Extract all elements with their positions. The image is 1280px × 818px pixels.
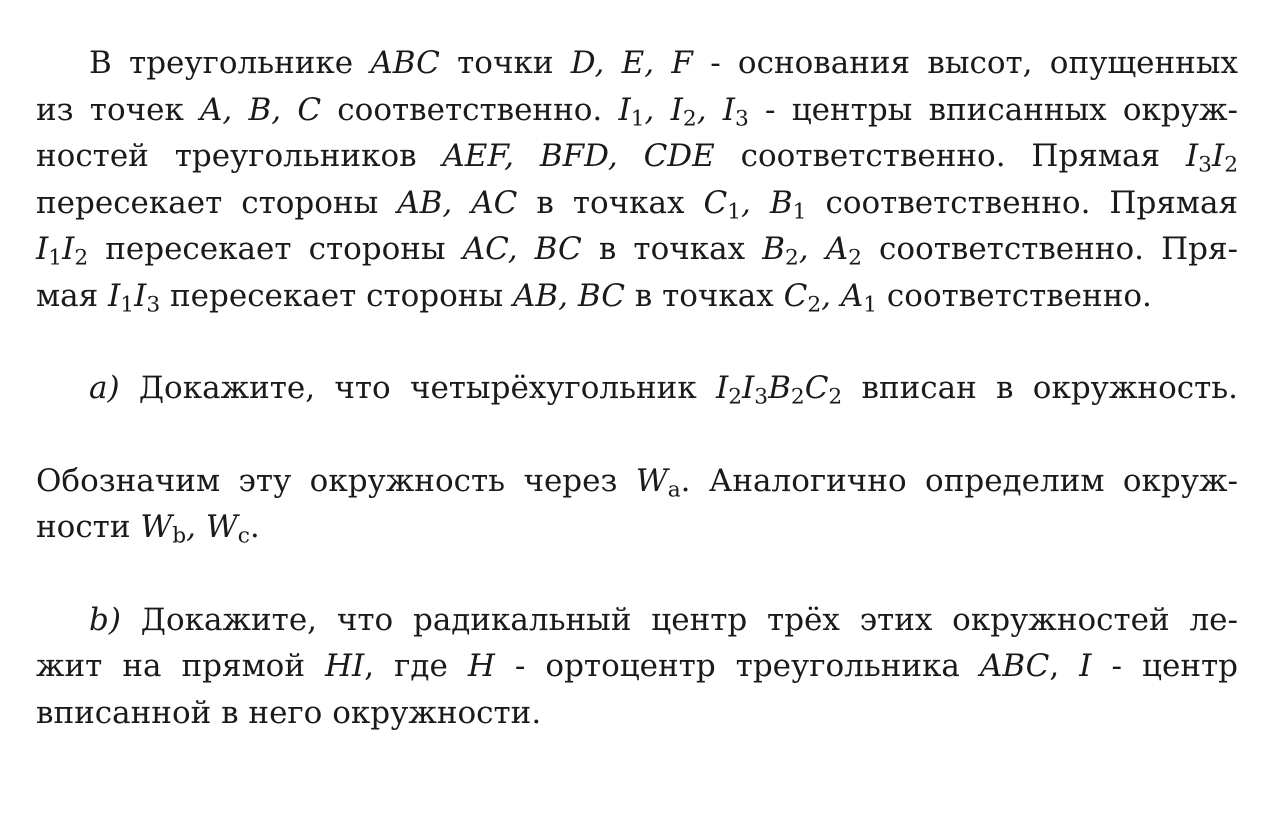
subscript: b <box>172 523 187 549</box>
math-quad <box>715 370 843 410</box>
part-b-line1 <box>36 597 1238 644</box>
math-symbol: , A <box>821 277 864 314</box>
math-symbol: W <box>140 509 173 545</box>
math-symbol: , I <box>696 91 736 128</box>
text: Обозначим эту окружность через <box>36 462 636 499</box>
part-a <box>36 365 1238 412</box>
text: пересекает стороны <box>36 184 398 221</box>
math-i: I <box>1079 648 1092 684</box>
math-symbol: , B <box>741 184 793 221</box>
text: , где <box>364 648 468 684</box>
p1-line4 <box>36 180 1238 227</box>
p1-line5 <box>36 226 1238 273</box>
part-b-line2 <box>36 643 1238 690</box>
text: - ортоцентр треугольника <box>494 648 980 684</box>
p2-line2 <box>36 504 1238 551</box>
text: соответственно. Прямая <box>806 184 1238 221</box>
p1-line2 <box>36 87 1238 134</box>
subscript: 2 <box>728 384 743 410</box>
math-sides: AB, BC <box>512 277 625 314</box>
subscript: 2 <box>74 245 89 271</box>
p2-line1 <box>36 458 1238 505</box>
subscript: 2 <box>790 384 805 410</box>
text: из точек <box>36 91 201 128</box>
subscript: 1 <box>48 245 63 271</box>
math-symbol: I <box>742 370 755 406</box>
text: пересекает стороны <box>88 231 463 267</box>
math-symbol: I <box>62 231 75 267</box>
math-sides: AB, AC <box>397 184 518 221</box>
text: ностей треугольников <box>36 138 443 174</box>
p1-line1 <box>36 40 1238 87</box>
math-points <box>762 231 862 271</box>
math-symbol: I <box>108 277 121 314</box>
subscript: 2 <box>828 384 843 410</box>
text: точки <box>439 45 571 81</box>
math-def: D, E, F <box>570 45 693 81</box>
text: В треугольнике <box>89 45 371 81</box>
math-symbol: I <box>715 370 729 406</box>
math-abc: ABC <box>979 648 1050 684</box>
subscript: 3 <box>146 291 161 317</box>
math-symbol: I <box>618 91 631 128</box>
text: , <box>1049 648 1080 684</box>
text: соответственно. Пря- <box>861 231 1238 267</box>
text: в точках <box>624 277 784 314</box>
subscript: 1 <box>727 198 742 224</box>
subscript: 2 <box>1224 152 1238 178</box>
subscript: 3 <box>1198 152 1212 178</box>
math-symbol: B <box>762 231 785 267</box>
math-line-i3i2 <box>1185 138 1238 178</box>
subscript: c <box>237 523 250 549</box>
math-symbol: I <box>1211 138 1225 174</box>
subscript: a <box>667 476 681 502</box>
math-wb-wc <box>140 509 250 549</box>
math-symbol: I <box>36 231 49 267</box>
subscript: 1 <box>630 105 645 131</box>
text: в точках <box>581 231 763 267</box>
math-i-list <box>618 91 749 131</box>
text: вписан в окружность. <box>842 370 1238 406</box>
math-symbol: C <box>703 184 728 221</box>
p1-line3 <box>36 133 1238 180</box>
text: - центры вписанных окруж- <box>748 91 1238 128</box>
math-symbol: , A <box>798 231 849 267</box>
text: жит на прямой <box>36 648 326 684</box>
math-symbol: , I <box>644 91 683 128</box>
spacer <box>36 412 1238 458</box>
subscript: 1 <box>792 198 807 224</box>
math-symbol: I <box>1185 138 1199 174</box>
text: Докажите, что радикальный центр трёх этих окружностей ле- <box>120 601 1238 638</box>
math-abc: ABC <box>370 45 440 81</box>
text: пересекает стороны <box>160 277 513 314</box>
text: Докажите, что четырёхугольник <box>119 370 716 406</box>
subscript: 2 <box>848 245 862 271</box>
problem-text <box>36 40 1238 736</box>
spacer <box>36 319 1238 365</box>
spacer <box>36 551 1238 597</box>
math-symbol: W <box>635 462 668 499</box>
text: соответственно. <box>877 277 1152 314</box>
text: соответственно. Прямая <box>714 138 1186 174</box>
text: соответственно. <box>321 91 619 128</box>
math-symbol: C <box>804 370 829 406</box>
text: в точках <box>517 184 704 221</box>
part-b-label: b) <box>89 601 121 638</box>
math-wa <box>635 462 681 502</box>
math-symbol: B <box>768 370 791 406</box>
math-line-i1i2 <box>36 231 89 271</box>
subscript: 3 <box>735 105 749 131</box>
math-points <box>783 277 878 317</box>
subscript: 2 <box>784 245 799 271</box>
subscript: 1 <box>863 291 878 317</box>
text: . <box>249 509 260 545</box>
math-hi: HI <box>325 648 365 684</box>
math-symbol: C <box>783 277 808 314</box>
subscript: 2 <box>807 291 822 317</box>
math-symbol: , W <box>186 509 238 545</box>
text: - основания высот, опущенных <box>692 45 1238 81</box>
text: мая <box>36 277 109 314</box>
math-points <box>703 184 807 224</box>
part-b-line3 <box>36 690 1238 737</box>
text: ности <box>36 509 141 545</box>
math-triangles: AEF, BFD, CDE <box>442 138 715 174</box>
math-symbol: I <box>134 277 147 314</box>
math-sides: AC, BC <box>462 231 582 267</box>
text: вписанной в него окружности. <box>36 694 542 731</box>
part-a-label: a) <box>89 370 120 406</box>
p1-line6 <box>36 273 1238 320</box>
math-h: H <box>467 648 495 684</box>
subscript: 3 <box>754 384 769 410</box>
text: - центр <box>1091 648 1238 684</box>
text: . Аналогично определим окруж- <box>680 462 1238 499</box>
math-line-i1i3 <box>108 277 161 317</box>
subscript: 1 <box>120 291 135 317</box>
math-abc: A, B, C <box>200 91 322 128</box>
subscript: 2 <box>682 105 697 131</box>
